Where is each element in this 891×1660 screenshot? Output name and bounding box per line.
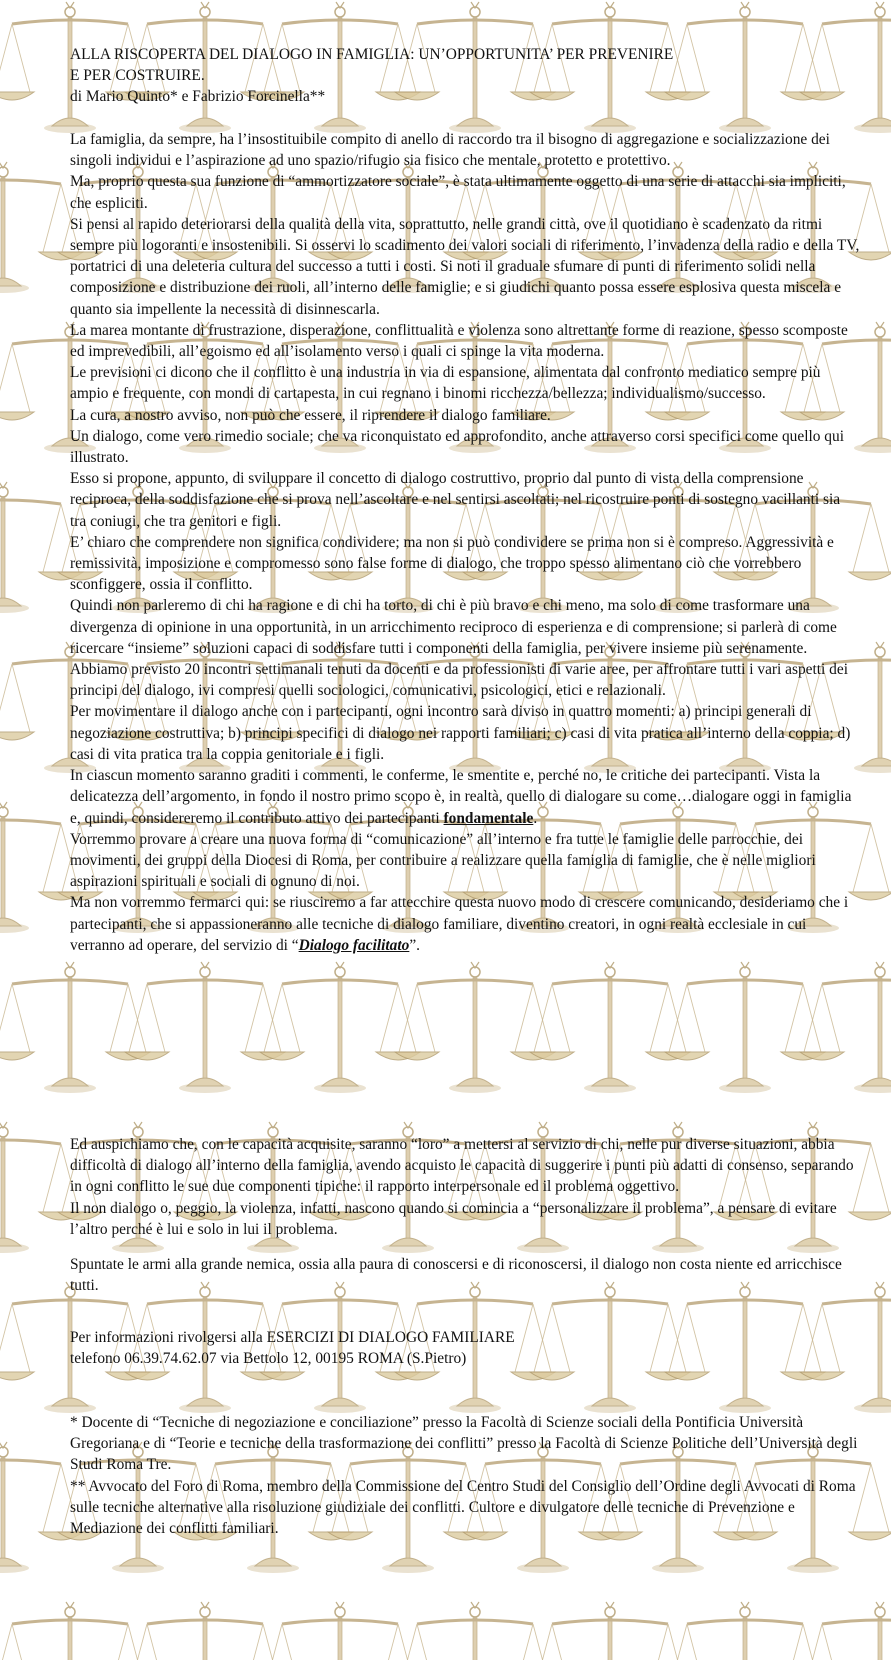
paragraph: Ma, proprio questa sua funzione di “ammortizzatore sociale”, è stata ultimamente oggetto di una serie di attacchi sia impliciti, che espliciti. <box>70 173 846 212</box>
article-title-line1: ALLA RISCOPERTA DEL DIALOGO IN FAMIGLIA: UN’OPPORTUNITA’ PER PREVENIRE <box>70 46 674 63</box>
emphasis-fondamentale: fondamentale <box>443 809 534 827</box>
paragraph: Abbiamo previsto 20 incontri settimanali tenuti da docenti e da professionisti di varie aree, per affrontare tutti i vari aspetti dei principi del dialogo, ivi compresi quelli sociologici, comunicativi, psicologici, etici e relazionali. <box>70 661 848 700</box>
paragraph: Esso si propone, appunto, di sviluppare il concetto di dialogo costruttivo, proprio dal punto di vista della comprensione reciproca, della soddisfazione che si prova nell’ascoltare e nel sentirsi ascoltati; nel ricostruire ponti di sostegno vacillanti sia tra coniugi, che tra genitori e figli. <box>70 470 841 530</box>
paragraph: E’ chiaro che comprendere non significa condividere; ma non si può condividere se prima non si è compreso. Aggressività e remissività, imposizione e compromesso sono false forme di dialogo, che troppo spesso alimentano ciò che vorrebbero sconfiggere, ossia il conflitto. <box>70 533 834 594</box>
paragraph-service: Ed auspichiamo che, con le capacità acquisite, saranno “loro” a mettersi al servizio di chi, nelle pur diverse situazioni, abbia difficoltà di dialogo all’interno della famiglia, avendo acquisto le capacità di suggerire i punti più adatti di consenso, separando in ogni conflitto le sue due componenti tipiche: il rapporto interpersonale ed il problema oggettivo. <box>70 1136 854 1196</box>
footnote-2: ** Avvocato del Foro di Roma, membro della Commissione del Centro Studi del Consiglio dell’Ordine degli Avvocati di Roma sulle tecniche alternative alla risoluzione giudiziale dei conflitti. Cultore e divulgatore delle tecniche di Prevenzione e Mediazione dei conflitti familiari. <box>70 1477 856 1538</box>
further-end: ”. <box>409 936 421 954</box>
paragraph: La famiglia, da sempre, ha l’insostituibile compito di anello di raccordo tra il bisogno di aggregazione e socializzazione dei singoli individui e l’aspirazione ad uno spazio/rifugio sia fisico che mentale, protetto e protettivo. <box>70 131 830 170</box>
paragraph-comments <box>70 765 860 829</box>
paragraph: Un dialogo, come vero rimedio sociale; che va riconquistato ed approfondito, anche attraverso corsi specifici come quello qui illustrato. <box>70 427 844 467</box>
article-header <box>70 44 860 108</box>
paragraph: Si pensi al rapido deteriorarsi della qualità della vita, soprattutto, nelle grandi città, ove il quotidiano è scadenzato da ritmi sempre più logoranti e insostenibili. Si osservi lo scadimento dei valori sociali di riferimento, l’invadenza della radio e della TV, portatrici di una deleteria cultura del successo a tutti i costi. Si noti il graduale sfumare di punti di riferimento solidi nella composizione e distribuzione dei ruoli, all’interno delle famiglie; e si giudichi quanto possa essere esplosiva questa miscela e quanto sia impellente la necessità di disinnescarla. <box>70 215 860 318</box>
paragraph: La marea montante di frustrazione, disperazione, conflittualità e violenza sono altrettante forme di reazione, spesso scomposte ed imprevedibili, all’egoismo ed all’isolamento verso i quali ci spinge la vita moderna. <box>70 321 848 361</box>
paragraph: Per movimentare il dialogo anche con i partecipanti, ogni incontro sarà diviso in quattro momenti: a) principi generali di negoziazione costruttiva; b) principi specifici di dialogo nei rapporti familiari; c) casi di vita pratica all’interno della coppia; d) casi di vita pratica tra la coppia genitoriale e i figli. <box>70 703 851 763</box>
paragraph-further <box>70 892 860 956</box>
emphasis-dialogo-facilitato: Dialogo facilitato <box>298 936 410 954</box>
contact-line2: telefono 06.39.74.62.07 via Bettolo 12, 00195 ROMA (S.Pietro) <box>70 1350 467 1368</box>
paragraph-violence: Il non dialogo o, peggio, la violenza, infatti, nascono quando si comincia a “personalizzare il problema”, a pensare di evitare l’altro perché è lui e solo in lui il problema. <box>70 1199 837 1238</box>
paragraph: La cura, a nostro avviso, non può che essere, il riprendere il dialogo familiare. <box>70 406 551 424</box>
paragraph-closing: Spuntate le armi alla grande nemica, ossia alla paura di conoscersi e di riconoscersi, il dialogo non costa niente ed arricchisce tutti. <box>70 1256 842 1295</box>
footnotes <box>70 1412 860 1539</box>
article-closing <box>70 1254 860 1296</box>
further-text: Ma non vorremmo fermarci qui: se riusciremo a far attecchire questa nuovo modo di crescere comunicando, desideriamo che i partecipanti, che si appassioneranno alle tecniche di dialogo familiare, diventino creatori, in ogni realtà ecclesiale in cui verranno ad operare, del servizio di “ <box>70 894 849 954</box>
comments-end: . <box>533 809 538 827</box>
paragraph: Le previsioni ci dicono che il conflitto è una industria in via di espansione, alimentata dal confronto mediatico sempre più ampio e frequente, con mondi di cartapesta, in cui regnano i binomi ricchezza/bellezza; individualismo/successo. <box>70 364 821 403</box>
article-body <box>70 129 860 956</box>
paragraph-communication: Vorremmo provare a creare una nuova forma di “comunicazione” all’interno e fra tutte le famiglie delle parrocchie, dei movimenti, dei gruppi della Diocesi di Roma, per contribuire a realizzare quella famiglia di famiglie, che è nelle migliori aspirazioni spirituali e sociali di ognuno di noi. <box>70 830 816 891</box>
paragraph: Quindi non parleremo di chi ha ragione e di chi ha torto, di chi è più bravo e chi meno, ma solo di come trasformare una divergenza di opinione in una opportunità, in un arricchimento reciproco di esperienza e di comprensione; si parlerà di come ricercare “insieme” soluzioni capaci di soddisfare tutti i componenti della famiglia, per vivere insieme più serenamente. <box>70 597 837 657</box>
footnote-1: * Docente di “Tecniche di negoziazione e conciliazione” presso la Facoltà di Scienze sociali della Pontificia Università Gregoriana e di “Teorie e tecniche della trasformazione dei conflitti” presso la Facoltà di Scienze Politiche dell’Università degli Studi Roma Tre. <box>70 1414 858 1474</box>
article-title-line2: E PER COSTRUIRE. <box>70 67 205 85</box>
comments-text: In ciascun momento saranno graditi i commenti, le conferme, le smentite e, perché no, le critiche dei partecipanti. Vista la delicatezza dell’argomento, in fondo il nostro primo scopo è, in realtà, quello di dialogare su come…dialogare oggi in famiglia e, quindi, considereremo il contributo attivo dei partecipanti <box>70 767 852 827</box>
article-body-continued <box>70 1134 860 1240</box>
article-authors: di Mario Quinto* e Fabrizio Forcinella** <box>70 88 326 106</box>
contact-line1: Per informazioni rivolgersi alla ESERCIZI DI DIALOGO FAMILIARE <box>70 1329 515 1346</box>
contact-info <box>70 1327 860 1369</box>
